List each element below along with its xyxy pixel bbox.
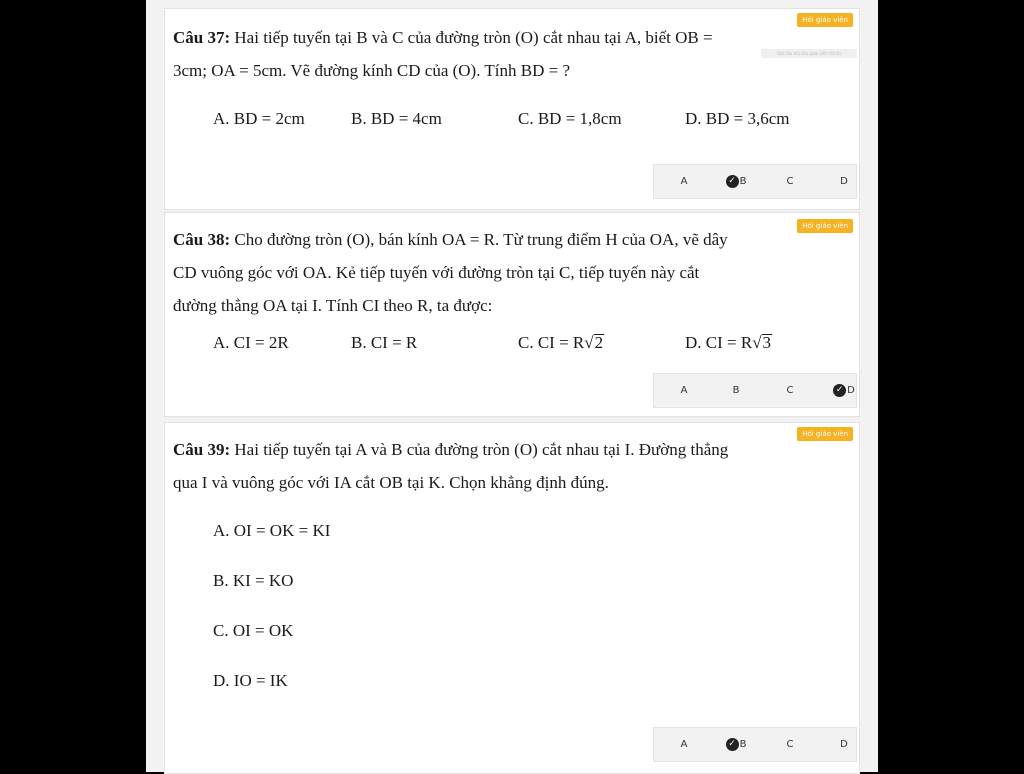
- answer-c[interactable]: [770, 165, 810, 198]
- question-card-37: [164, 8, 860, 210]
- answer-label: D: [847, 385, 855, 396]
- option-b: B. CI = R: [351, 333, 418, 352]
- question-line: Hai tiếp tuyến tại A và B của đường tròn (O) cắt nhau tại I. Đường thẳng: [234, 440, 729, 459]
- ask-teacher-button[interactable]: Hỏi giáo viên: [797, 13, 853, 27]
- option-b: B. BD = 4cm: [351, 109, 442, 128]
- ask-teacher-hint: Bật câu hỏi cho giáo viên trả lời: [761, 49, 857, 58]
- answer-label: A: [680, 385, 688, 396]
- answer-label: B: [732, 385, 740, 396]
- answer-bar: [653, 727, 857, 762]
- radicand: 3: [762, 333, 772, 352]
- check-circle-icon: ✓: [726, 175, 739, 188]
- option-d: D. IO = IK: [213, 671, 288, 690]
- check-circle-icon: ✓: [833, 384, 846, 397]
- question-number: Câu 39:: [173, 440, 231, 459]
- answer-c[interactable]: [770, 728, 810, 761]
- check-circle-icon: ✓: [726, 738, 739, 751]
- question-line: qua I và vuông góc với IA cắt OB tại K. Chọn khẳng định đúng.: [173, 473, 609, 492]
- ask-teacher-button[interactable]: Hỏi giáo viên: [797, 427, 853, 441]
- answer-a[interactable]: [664, 165, 704, 198]
- answer-label: C: [786, 385, 794, 396]
- question-line: CD vuông góc với OA. Kẻ tiếp tuyến với đường tròn tại C, tiếp tuyến này cắt: [173, 263, 700, 282]
- question-number: Câu 38:: [173, 230, 231, 249]
- answer-d[interactable]: [824, 374, 864, 407]
- quiz-page: [146, 0, 878, 772]
- question-line: Hai tiếp tuyến tại B và C của đường tròn (O) cắt nhau tại A, biết OB =: [234, 28, 713, 47]
- radicand: 2: [594, 333, 604, 352]
- ask-teacher-button[interactable]: Hỏi giáo viên: [797, 219, 853, 233]
- answer-b[interactable]: [716, 374, 756, 407]
- option-c: C. OI = OK: [213, 621, 294, 640]
- answer-label: C: [786, 739, 794, 750]
- question-line: đường thẳng OA tại I. Tính CI theo R, ta được:: [173, 296, 493, 315]
- option-c: C. BD = 1,8cm: [518, 109, 622, 128]
- answer-label: A: [680, 176, 688, 187]
- option-a: A. OI = OK = KI: [213, 521, 331, 540]
- question-number: Câu 37:: [173, 28, 231, 47]
- option-b: B. KI = KO: [213, 571, 294, 590]
- sqrt-symbol: √ 3: [752, 333, 772, 352]
- question-text: [173, 21, 825, 87]
- option-d: D. BD = 3,6cm: [685, 109, 790, 128]
- question-text: [173, 433, 825, 499]
- answer-d[interactable]: [824, 165, 864, 198]
- answer-d[interactable]: [824, 728, 864, 761]
- answer-bar: [653, 164, 857, 199]
- answer-label: A: [680, 739, 688, 750]
- answer-label: D: [840, 176, 848, 187]
- option-text: C. CI = R: [518, 333, 585, 352]
- answer-label: B: [739, 176, 747, 187]
- answer-label: D: [840, 739, 848, 750]
- answer-c[interactable]: [770, 374, 810, 407]
- answer-bar: [653, 373, 857, 408]
- answer-a[interactable]: [664, 728, 704, 761]
- answer-label: B: [739, 739, 747, 750]
- answer-b[interactable]: [716, 728, 756, 761]
- question-card-38: [164, 212, 860, 417]
- answer-b[interactable]: [716, 165, 756, 198]
- option-text: D. CI = R: [685, 333, 753, 352]
- answer-a[interactable]: [664, 374, 704, 407]
- option-a: A. BD = 2cm: [213, 109, 305, 128]
- answer-label: C: [786, 176, 794, 187]
- option-d: [685, 333, 772, 353]
- question-line: Cho đường tròn (O), bán kính OA = R. Từ trung điểm H của OA, vẽ dây: [234, 230, 728, 249]
- question-card-39: [164, 422, 860, 774]
- question-line: 3cm; OA = 5cm. Vẽ đường kính CD của (O). Tính BD = ?: [173, 61, 571, 80]
- option-a: A. CI = 2R: [213, 333, 289, 352]
- option-c: [518, 333, 604, 353]
- sqrt-symbol: √ 2: [584, 333, 604, 352]
- question-text: [173, 223, 825, 322]
